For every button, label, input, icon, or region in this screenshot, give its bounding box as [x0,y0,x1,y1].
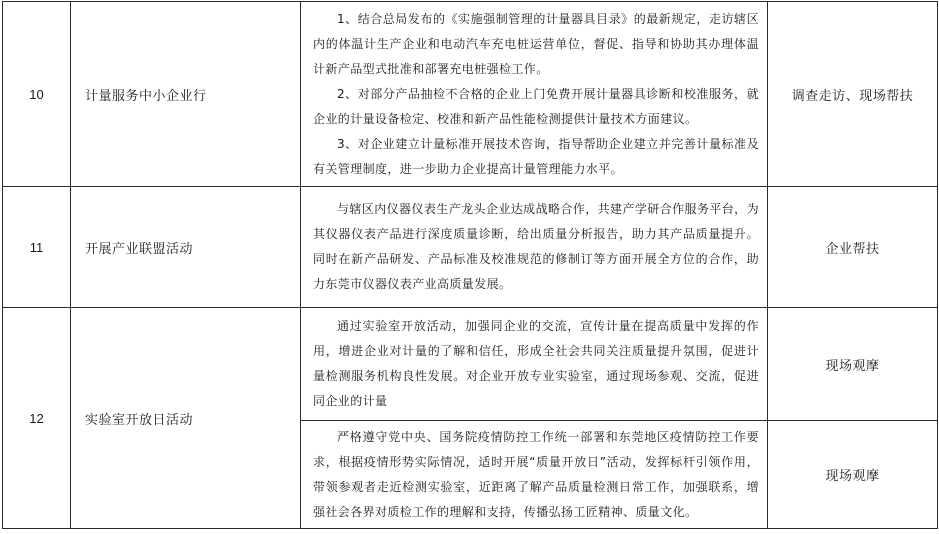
activity-content [301,187,768,308]
table-row [3,2,938,187]
content-paragraph: 1、结合总局发布的《实施强制管理的计量器具目录》的最新规定，走访辖区内的体温计生产企业和电动汽车充电桩运营单位，督促、指导和协助其办理体温计新产品型式批准和部署充电桩强检工作。 [313,11,759,76]
activity-method: 企业帮扶 [768,187,938,308]
row-number: 11 [3,187,71,308]
row-number: 12 [3,308,71,529]
content-paragraph: 2、对部分产品抽检不合格的企业上门免费开展计量器具诊断和校准服务，就企业的计量设备检定、校准和新产品性能检测提供计量技术方面建议。 [313,86,759,126]
activity-method: 现场观摩 [768,421,938,529]
content-paragraph: 与辖区内仪器仪表生产龙头企业达成战略合作，共建产学研合作服务平台，为其仪器仪表产品进行深度质量诊断，给出质量分析报告，助力其产品质量提升。同时在新产品研发、产品标准及校准规范的修制订等方面开展全方位的合作，助力东莞市仪器仪表产业高质量发展。 [313,202,759,291]
content-paragraph: 通过实验室开放活动，加强同企业的交流，宣传计量在提高质量中发挥的作用，增进企业对计量的了解和信任，形成全社会共同关注质量提升氛围，促进计量检测服务机构良性发展。对企业开放专业实验室，通过现场参观、交流，促进同企业的计量 [313,319,759,408]
content-paragraph: 3、对企业建立计量标准开展技术咨询，指导帮助企业建立并完善计量标准及有关管理制度，进一步助力企业提高计量管理能力水平。 [313,136,759,176]
activity-name: 实验室开放日活动 [71,308,301,529]
activity-method: 调查走访、现场帮扶 [768,2,938,187]
activity-method: 现场观摩 [768,308,938,421]
activity-content [301,2,768,187]
activity-name: 开展产业联盟活动 [71,187,301,308]
table-row [3,308,938,421]
row-number: 10 [3,2,71,187]
activity-content [301,308,768,421]
activity-name: 计量服务中小企业行 [71,2,301,187]
content-paragraph: 严格遵守党中央、国务院疫情防控工作统一部署和东莞地区疫情防控工作要求，根据疫情形势实际情况，适时开展“质量开放日”活动，发挥标杆引领作用，带领参观者走近检测实验室，近距离了解产品质量检测日常工作，加强联系，增强社会各界对质检工作的理解和支持，传播弘扬工匠精神、质量文化。 [313,429,759,519]
activity-table [2,1,938,529]
table-row [3,187,938,308]
activity-content [301,421,768,529]
